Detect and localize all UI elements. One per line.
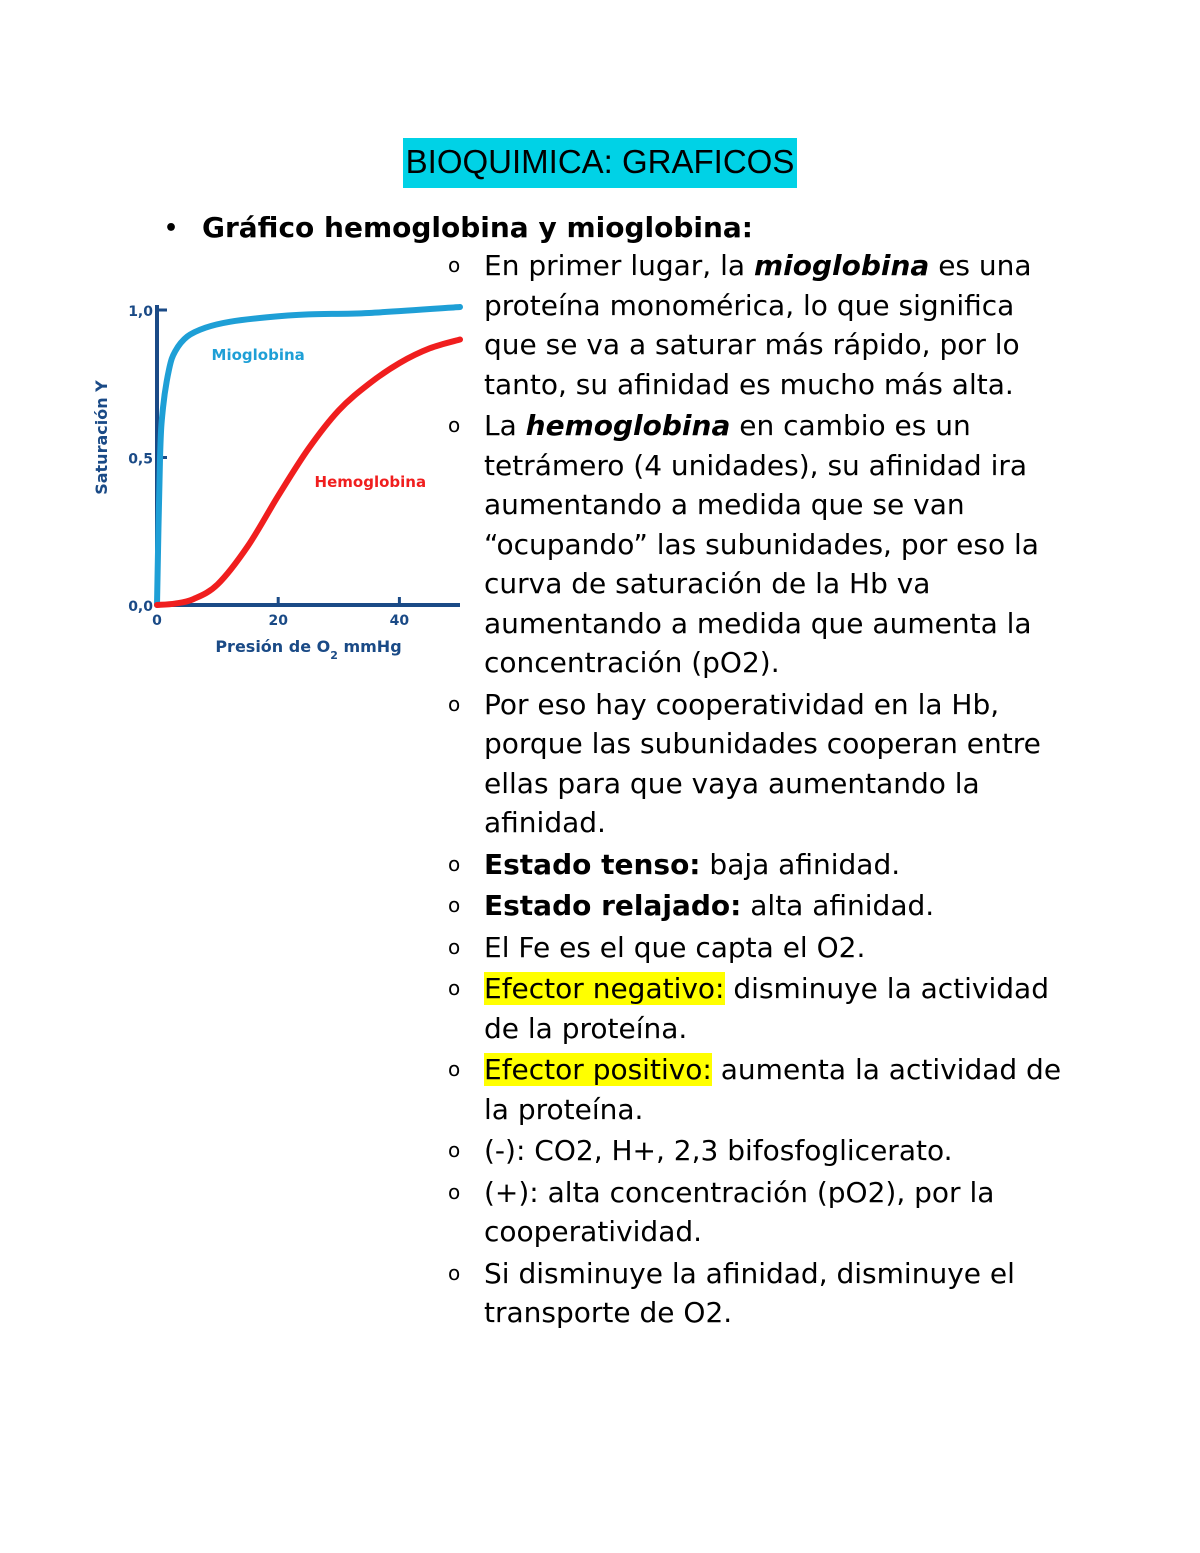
y-tick-label: 0,0	[128, 599, 153, 615]
item-text: Por eso hay cooperatividad en la Hb, porque las subunidades cooperan entre ellas para que vaya aumentando la afinidad.	[484, 687, 1041, 839]
legend-hemoglobina: Hemoglobina	[314, 473, 427, 491]
item-text: en cambio es un tetrámero (4 unidades), su afinidad ira aumentando a medida que se van “ocupando” las subunidades, por eso la curva de saturación de la Hb va aumentando a medida que aumenta la concentración (pO2).	[484, 409, 1039, 679]
circle-bullet-icon: o	[448, 1138, 461, 1162]
list-item	[448, 246, 1068, 404]
circle-bullet-icon: o	[448, 851, 461, 876]
legend-mioglobina: Mioglobina	[211, 346, 305, 365]
list-item	[448, 969, 1068, 1048]
circle-bullet-icon: o	[448, 934, 461, 959]
item-text: disminuye la actividad de la proteína.	[484, 972, 1049, 1045]
x-tick-label: 40	[389, 613, 410, 629]
y-axis-label: Saturación Y	[92, 380, 111, 495]
item-text: aumenta la actividad de la proteína.	[484, 1053, 1062, 1126]
list-item	[448, 1050, 1068, 1129]
item-text: alta afinidad.	[741, 889, 935, 922]
item-label: Estado tenso:	[484, 847, 701, 881]
bullet: •	[164, 216, 179, 241]
y-tick-label: 0,5	[128, 451, 153, 468]
item-text: (-): CO2, H+, 2,3 bifosfoglicerato.	[484, 1134, 953, 1167]
item-emphasis: hemoglobina	[525, 409, 731, 442]
item-text: En primer lugar, la	[484, 249, 754, 282]
circle-bullet-icon: o	[448, 691, 461, 716]
list-item	[448, 886, 1068, 926]
circle-bullet-icon: o	[448, 1057, 461, 1081]
list-item	[448, 845, 1068, 885]
circle-bullet-icon: o	[448, 976, 461, 1000]
circle-bullet-icon: o	[448, 1260, 461, 1285]
item-label: Estado relajado:	[484, 889, 742, 922]
page-title: BIOQUIMICA: GRAFICOS	[403, 138, 798, 188]
circle-bullet-icon: o	[448, 1179, 461, 1204]
highlighted-label: Efector negativo:	[484, 972, 725, 1005]
item-text: El Fe es el que capta el O2.	[484, 930, 866, 964]
list-item	[448, 406, 1068, 683]
circle-bullet-icon: o	[448, 253, 461, 277]
circle-bullet-icon: o	[448, 413, 461, 437]
item-text: Si disminuye la afinidad, disminuye el transporte de O2.	[484, 1256, 1015, 1329]
x-tick-label: 0	[152, 613, 162, 629]
list-item	[448, 1173, 1068, 1252]
x-tick-label: 20	[268, 613, 288, 629]
highlighted-label: Efector positivo:	[484, 1053, 712, 1086]
item-text: La	[484, 409, 526, 442]
y-tick-label: 1,0	[128, 304, 153, 320]
circle-bullet-icon: o	[448, 893, 461, 917]
x-axis-label: Presión de $O_2$ mmHg	[215, 637, 402, 662]
notes-list	[448, 246, 1068, 1335]
item-text: baja afinidad.	[700, 847, 901, 881]
list-item	[448, 1131, 1068, 1171]
item-emphasis: mioglobina	[753, 249, 930, 282]
section-heading-text: Gráfico hemoglobina y mioglobina:	[202, 211, 754, 244]
item-text: (+): alta concentración (pO2), por la cooperatividad.	[484, 1175, 995, 1248]
section-heading	[164, 208, 753, 249]
item-text: es una proteína monomérica, lo que significa que se va a saturar más rápido, por lo tanto, su afinidad es mucho más alta.	[484, 249, 1032, 401]
saturation-chart	[80, 280, 470, 670]
list-item	[448, 685, 1068, 843]
list-item	[448, 1254, 1068, 1333]
list-item	[448, 928, 1068, 968]
